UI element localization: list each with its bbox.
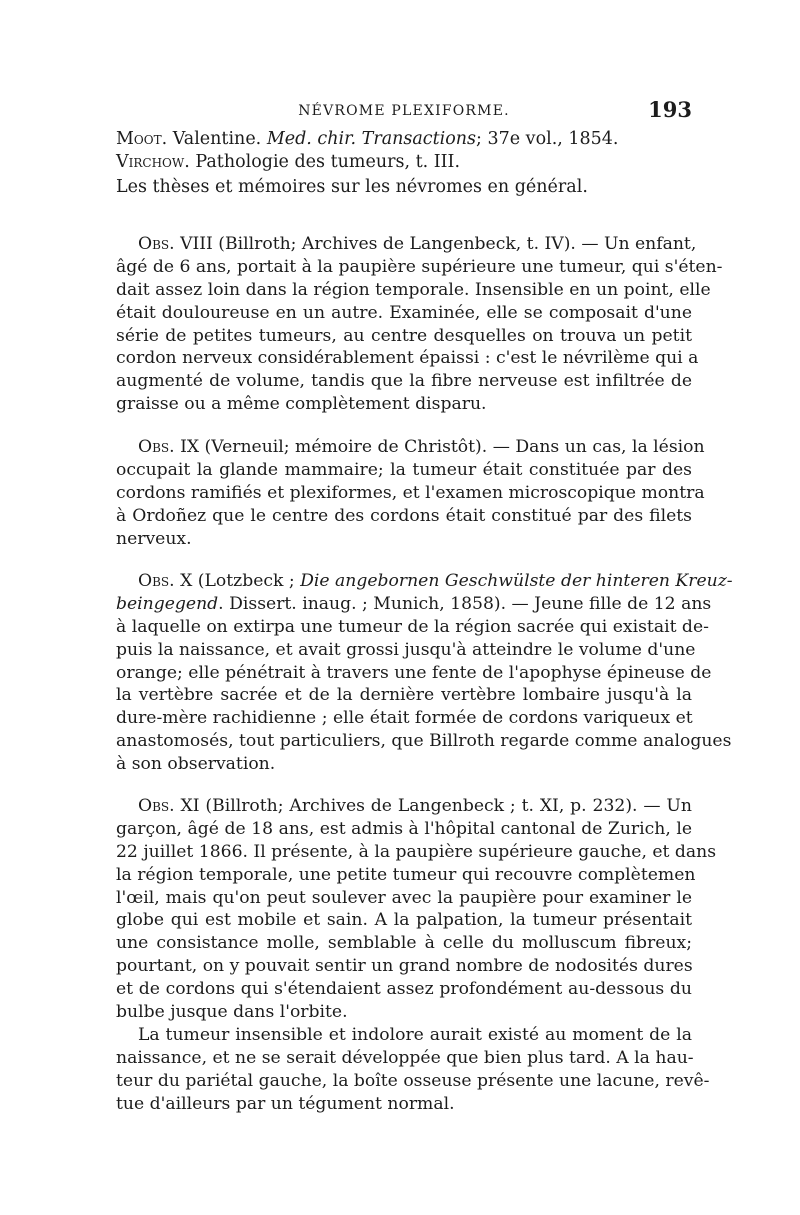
obs-xi-line-5: l'œil, mais qu'on peut soulever avec la paupière pour examiner le (116, 887, 692, 908)
obs-viii-line-5: série de petites tumeurs, au centre desquelles on trouva un petit (116, 325, 692, 346)
obs-viii-line-3: dait assez loin dans la région temporale. Insensible en un point, elle (116, 279, 711, 300)
obs-xi-line-10: bulbe jusque dans l'orbite. (116, 1002, 348, 1023)
obs-x-line-3: à laquelle on extirpa une tumeur de la région sacrée qui existait de- (116, 616, 709, 637)
obs-x-line-8: anastomosés, tout particuliers, que Billroth regarde comme analogues (116, 731, 732, 752)
obs-xi-line-8: pourtant, on y pouvait sentir un grand nombre de nodosités dures (116, 956, 693, 977)
obs-x-line-2: beingegend. Dissert. inaug. ; Munich, 1858). — Jeune fille de 12 ans (116, 593, 712, 614)
observation-x (116, 570, 733, 776)
obs-xi-line-7: une consistance molle, semblable à celle du molluscum fibreux; (116, 933, 692, 954)
observation-viii (116, 233, 723, 416)
obs-xi-line-4: la région temporale, une petite tumeur qui recouvre complètemen (116, 864, 696, 885)
obs-x-line-7: dure-mère rachidienne ; elle était formée de cordons variqueux et (116, 708, 693, 729)
obs-viii-line-1: Obs. VIII (Billroth; Archives de Langenbeck, t. IV). — Un enfant, (138, 234, 697, 254)
obs-x-line-1: Obs. X (Lotzbeck ; Die angebornen Geschwülste der hinteren Kreuz- (138, 571, 733, 591)
obs-xi-line-2: garçon, âgé de 18 ans, est admis à l'hôpital cantonal de Zurich, le (116, 818, 692, 839)
running-header (116, 97, 692, 123)
continuation-line-1: La tumeur insensible et indolore aurait existé au moment de la (138, 1025, 692, 1045)
reference-virchow: Virchow. Pathologie des tumeurs, t. III. (116, 151, 461, 172)
obs-viii-line-7: augmenté de volume, tandis que la fibre nerveuse est infiltrée de (116, 371, 692, 392)
obs-x-line-9: à son observation. (116, 754, 276, 775)
obs-ix-line-4: à Ordoñez que le centre des cordons était constitué par des filets (116, 505, 692, 526)
obs-xi-line-1: Obs. XI (Billroth; Archives de Langenbeck ; t. XI, p. 232). — Un (138, 796, 692, 816)
obs-x-line-6: la vertèbre sacrée et de la dernière vertèbre lombaire jusqu'à la (116, 685, 692, 706)
obs-viii-line-4: était douloureuse en un autre. Examinée, elle se composait d'une (116, 302, 692, 323)
observation-xi (116, 795, 717, 1024)
running-title: NÉVROME PLEXIFORME. (298, 103, 510, 119)
obs-ix-line-5: nerveux. (116, 528, 192, 549)
reference-moot: Moot. Valentine. Med. chir. Transactions; 37e vol., 1854. (116, 129, 619, 149)
obs-x-line-4: puis la naissance, et avait grossi jusqu'à atteindre le volume d'une (116, 639, 696, 660)
obs-ix-line-2: occupait la glande mammaire; la tumeur était constituée par des (116, 459, 692, 480)
obs-xi-line-9: et de cordons qui s'étendaient assez profondément au-dessous du (116, 979, 692, 1000)
obs-ix-line-1: Obs. IX (Verneuil; mémoire de Christôt). — Dans un cas, la lésion (138, 437, 705, 457)
obs-x-line-5: orange; elle pénétrait à travers une fente de l'apophyse épineuse de (116, 662, 712, 683)
obs-viii-line-8: graisse ou a même complètement disparu. (116, 394, 487, 415)
obs-viii-line-2: âgé de 6 ans, portait à la paupière supérieure une tumeur, qui s'éten- (116, 256, 723, 277)
page-number: 193 (648, 97, 692, 122)
reference-general: Les thèses et mémoires sur les névromes en général. (116, 176, 588, 197)
continuation-line-4: tue d'ailleurs par un tégument normal. (116, 1093, 455, 1114)
obs-xi-line-6: globe qui est mobile et sain. A la palpation, la tumeur présentait (116, 910, 692, 931)
obs-xi-line-3: 22 juillet 1866. Il présente, à la paupière supérieure gauche, et dans (116, 841, 717, 862)
bibliography-references (116, 128, 692, 199)
obs-viii-line-6: cordon nerveux considérablement épaissi : c'est le névrilème qui a (116, 348, 699, 369)
obs-ix-line-3: cordons ramifiés et plexiformes, et l'examen microscopique montra (116, 482, 705, 503)
observation-xi-continuation (116, 1024, 710, 1116)
observation-ix (116, 436, 705, 550)
continuation-line-3: teur du pariétal gauche, la boîte osseuse présente une lacune, revê- (116, 1070, 710, 1091)
continuation-line-2: naissance, et ne se serait développée que bien plus tard. A la hau- (116, 1047, 694, 1068)
